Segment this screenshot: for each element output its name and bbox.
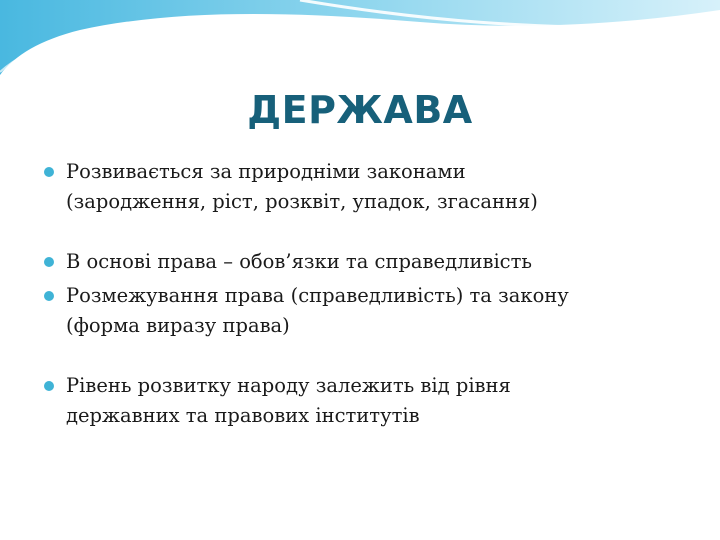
- bullet-item: [42, 247, 682, 277]
- bullet-dot-icon: [44, 381, 54, 391]
- bullet-line: (зародження, ріст, розквіт, упадок, згасання): [66, 190, 538, 213]
- bullet-line: Розвивається за природніми законами: [66, 160, 466, 183]
- bullet-dot-icon: [44, 167, 54, 177]
- bullet-item: [42, 281, 682, 341]
- bullet-line: (форма виразу права): [66, 314, 290, 337]
- bullet-item: [42, 157, 682, 217]
- bullet-dot-icon: [44, 291, 54, 301]
- bullet-line: В основі права – обов’язки та справедливість: [66, 250, 533, 273]
- bullet-dot-icon: [44, 257, 54, 267]
- bullet-list: [42, 157, 682, 431]
- bullet-line: державних та правових інститутів: [66, 404, 420, 427]
- bullet-line: Розмежування права (справедливість) та закону: [66, 284, 569, 307]
- bullet-item: [42, 371, 682, 431]
- slide-title: ДЕРЖАВА: [247, 88, 473, 132]
- decorative-wave: [0, 0, 720, 90]
- bullet-line: Рівень розвитку народу залежить від рівня: [66, 374, 511, 397]
